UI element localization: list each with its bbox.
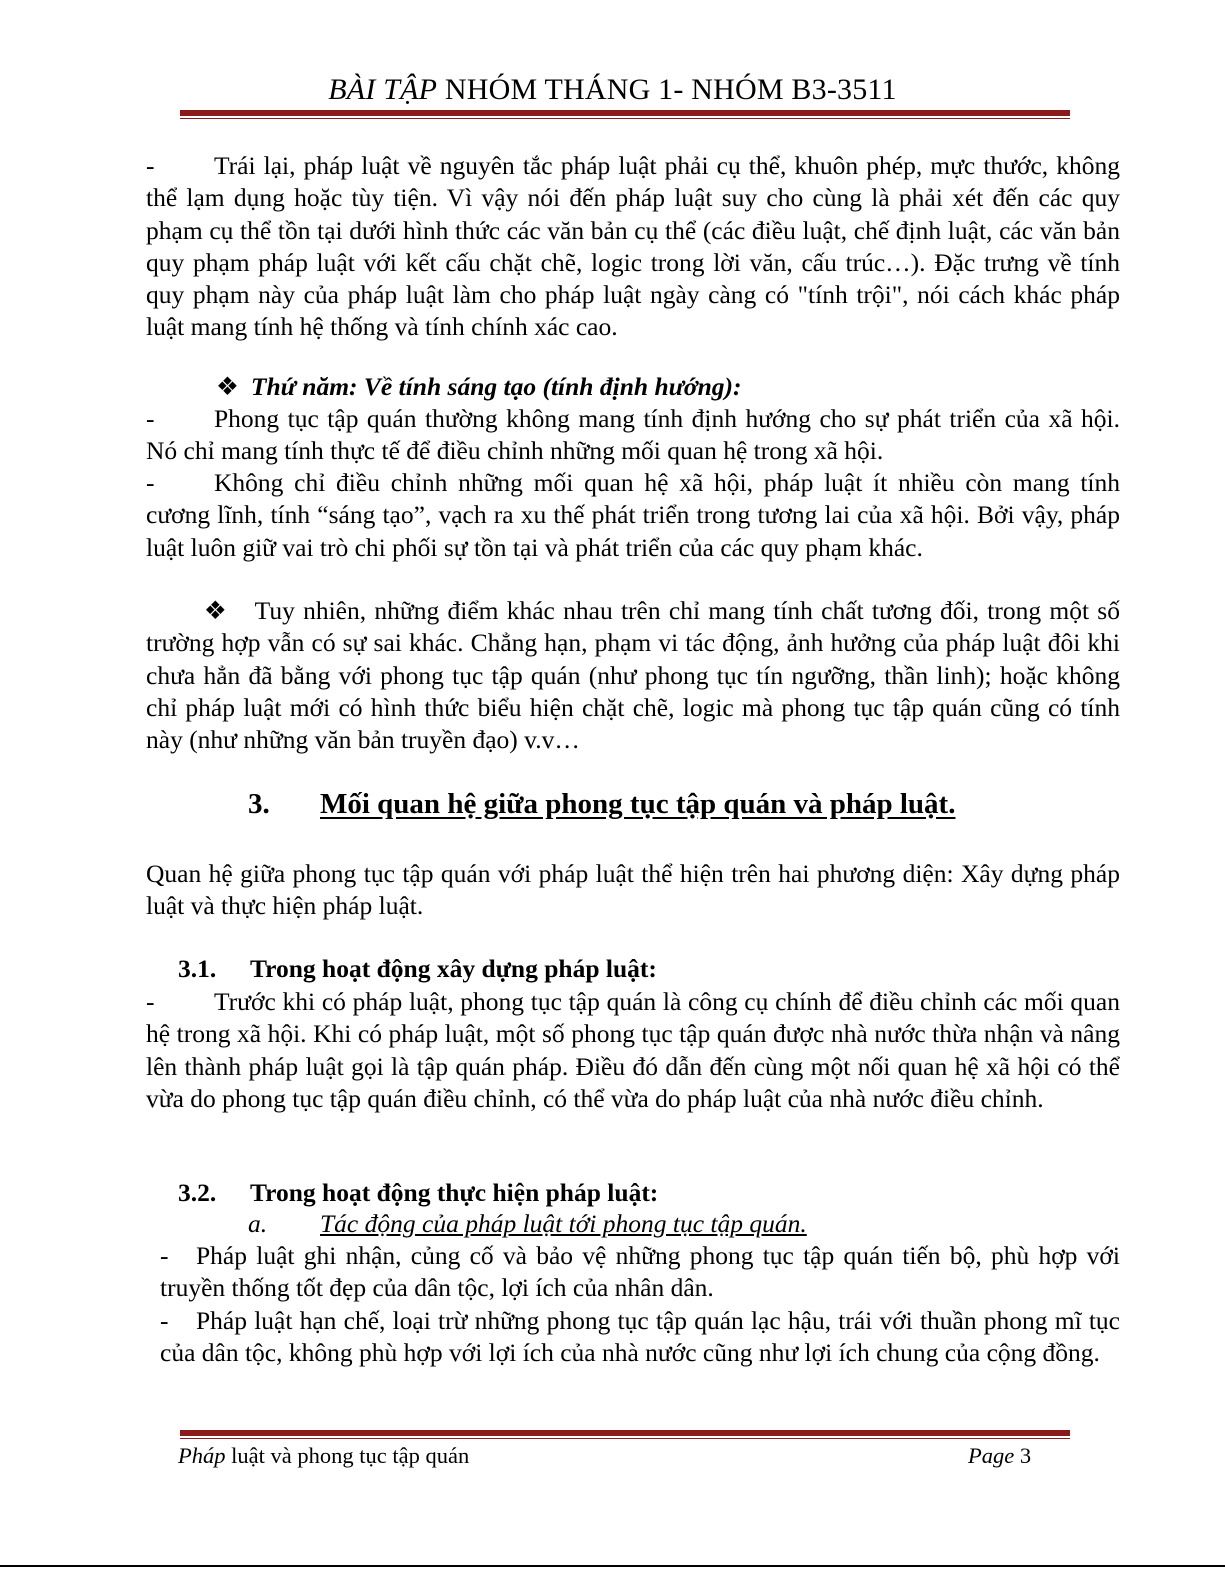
subsection-title: Tác động của pháp luật tới phong tục tập quán.: [320, 1209, 807, 1238]
page-bottom-border: [0, 1565, 1225, 1567]
diamond-bullet-icon: ❖: [202, 596, 229, 625]
header-rule: [180, 110, 1070, 119]
section-number: 3.: [248, 788, 270, 820]
section-heading: Trong hoạt động thực hiện pháp luật:: [250, 1178, 659, 1207]
section-3-title: [248, 786, 955, 822]
footer-page-number: [968, 1441, 1031, 1471]
footer-document-title: [178, 1441, 469, 1471]
header-title-rest: NHÓM THÁNG 1- NHÓM B3-3511: [437, 73, 897, 106]
section-number: 3.1.: [178, 954, 217, 983]
paragraph-custom-orientation: [146, 403, 1120, 468]
subheading-text: Thứ năm: Về tính sáng tạo (tính định hướng):: [250, 372, 742, 401]
section-3-2-item-1: [160, 1240, 1120, 1305]
page-label: Page: [968, 1443, 1015, 1468]
subsection-a-heading: [248, 1208, 807, 1240]
section-heading: Trong hoạt động xây dựng pháp luật:: [250, 954, 657, 983]
list-dash: -: [146, 151, 155, 180]
list-dash: -: [146, 404, 155, 433]
paragraph-text: Trái lại, pháp luật về nguyên tắc pháp luật phải cụ thể, khuôn phép, mực thước, không thể lạm dụng hoặc tùy tiện. Vì vậy nói đến pháp luật suy cho cùng là phải xét đến các quy phạm cụ thể tồn tại dưới hình thức các văn bản cụ thể (các điều luật, chế định luật, các văn bản quy phạm pháp luật với kết cấu chặt chẽ, logic trong lời văn, cấu trúc…). Đặc trưng về tính quy phạm này của pháp luật làm cho pháp luật ngày càng có "tính trội", nói cách khác pháp luật mang tính hệ thống và tính chính xác cao.: [146, 151, 1120, 342]
paragraph-text: Trước khi có pháp luật, phong tục tập quán là công cụ chính để điều chỉnh các mối quan hệ trong xã hội. Khi có pháp luật, một số phong tục tập quán được nhà nước thừa nhận và nâng lên thành pháp luật gọi là tập quán pháp. Điều đó dẫn đến cùng một nối quan hệ xã hội có thể vừa do phong tục tập quán điều chỉnh, có thể vừa do pháp luật của nhà nước điều chỉnh.: [146, 987, 1120, 1113]
subheading-fifth: [216, 371, 742, 403]
list-dash: -: [160, 1241, 169, 1270]
section-3-2-item-2: [160, 1305, 1120, 1370]
section-3-intro: Quan hệ giữa phong tục tập quán với pháp luật thể hiện trên hai phương diện: Xây dựng pháp luật và thực hiện pháp luật.: [146, 859, 1120, 921]
subsection-letter: a.: [248, 1209, 268, 1238]
header-title-italic: BÀI TẬP: [328, 73, 438, 106]
paragraph-text: Pháp luật hạn chế, loại trừ những phong tục tập quán lạc hậu, trái với thuần phong mĩ tục của dân tộc, không phù hợp với lợi ích của nhà nước cũng như lợi ích chung của cộng đồng.: [160, 1306, 1120, 1368]
paragraph-text: Pháp luật ghi nhận, củng cố và bảo vệ những phong tục tập quán tiến bộ, phù hợp với truyền thống tốt đẹp của dân tộc, lợi ích của nhân dân.: [160, 1241, 1120, 1303]
list-dash: -: [146, 987, 155, 1016]
page-number: 3: [1019, 1443, 1032, 1468]
paragraph-law-creativity: [146, 467, 1120, 564]
section-3-2-heading: [178, 1177, 658, 1209]
paragraph-text: Không chỉ điều chỉnh những mối quan hệ xã hội, pháp luật ít nhiều còn mang tính cương lĩnh, tính “sáng tạo”, vạch ra xu thế phát triển trong tương lai của xã hội. Bởi vậy, pháp luật luôn giữ vai trò chi phối sự tồn tại và phát triển của các quy phạm khác.: [146, 468, 1120, 562]
footer-title-italic: Pháp: [178, 1443, 226, 1468]
section-3-1-body: [146, 986, 1120, 1115]
page-header-title: [0, 70, 1225, 110]
footer-rule: [180, 1430, 1070, 1439]
paragraph-text: Phong tục tập quán thường không mang tính định hướng cho sự phát triển của xã hội. Nó chỉ mang tính thực tế để điều chỉnh những mối quan hệ trong xã hội.: [146, 404, 1120, 466]
section-heading: Mối quan hệ giữa phong tục tập quán và pháp luật.: [320, 788, 956, 820]
paragraph-text: Tuy nhiên, những điểm khác nhau trên chỉ mang tính chất tương đối, trong một số trường hợp vẫn có sự sai khác. Chẳng hạn, phạm vi tác động, ảnh hưởng của pháp luật đôi khi chưa hẳn đã bằng với phong tục tập quán (như phong tục tín ngưỡng, thần linh); hoặc không chỉ pháp luật mới có hình thức biểu hiện chặt chẽ, logic mà phong tục tập quán cũng có tính này (như những văn bản truyền đạo) v.v…: [146, 596, 1120, 755]
footer-title-rest: luật và phong tục tập quán: [225, 1443, 470, 1468]
diamond-bullet-icon: ❖: [216, 372, 239, 401]
paragraph-law-specificity: [146, 150, 1120, 344]
list-dash: -: [160, 1306, 169, 1335]
section-number: 3.2.: [178, 1178, 217, 1207]
list-dash: -: [146, 468, 155, 497]
section-3-1-heading: [178, 953, 657, 985]
paragraph-relative-differences: [146, 595, 1120, 756]
